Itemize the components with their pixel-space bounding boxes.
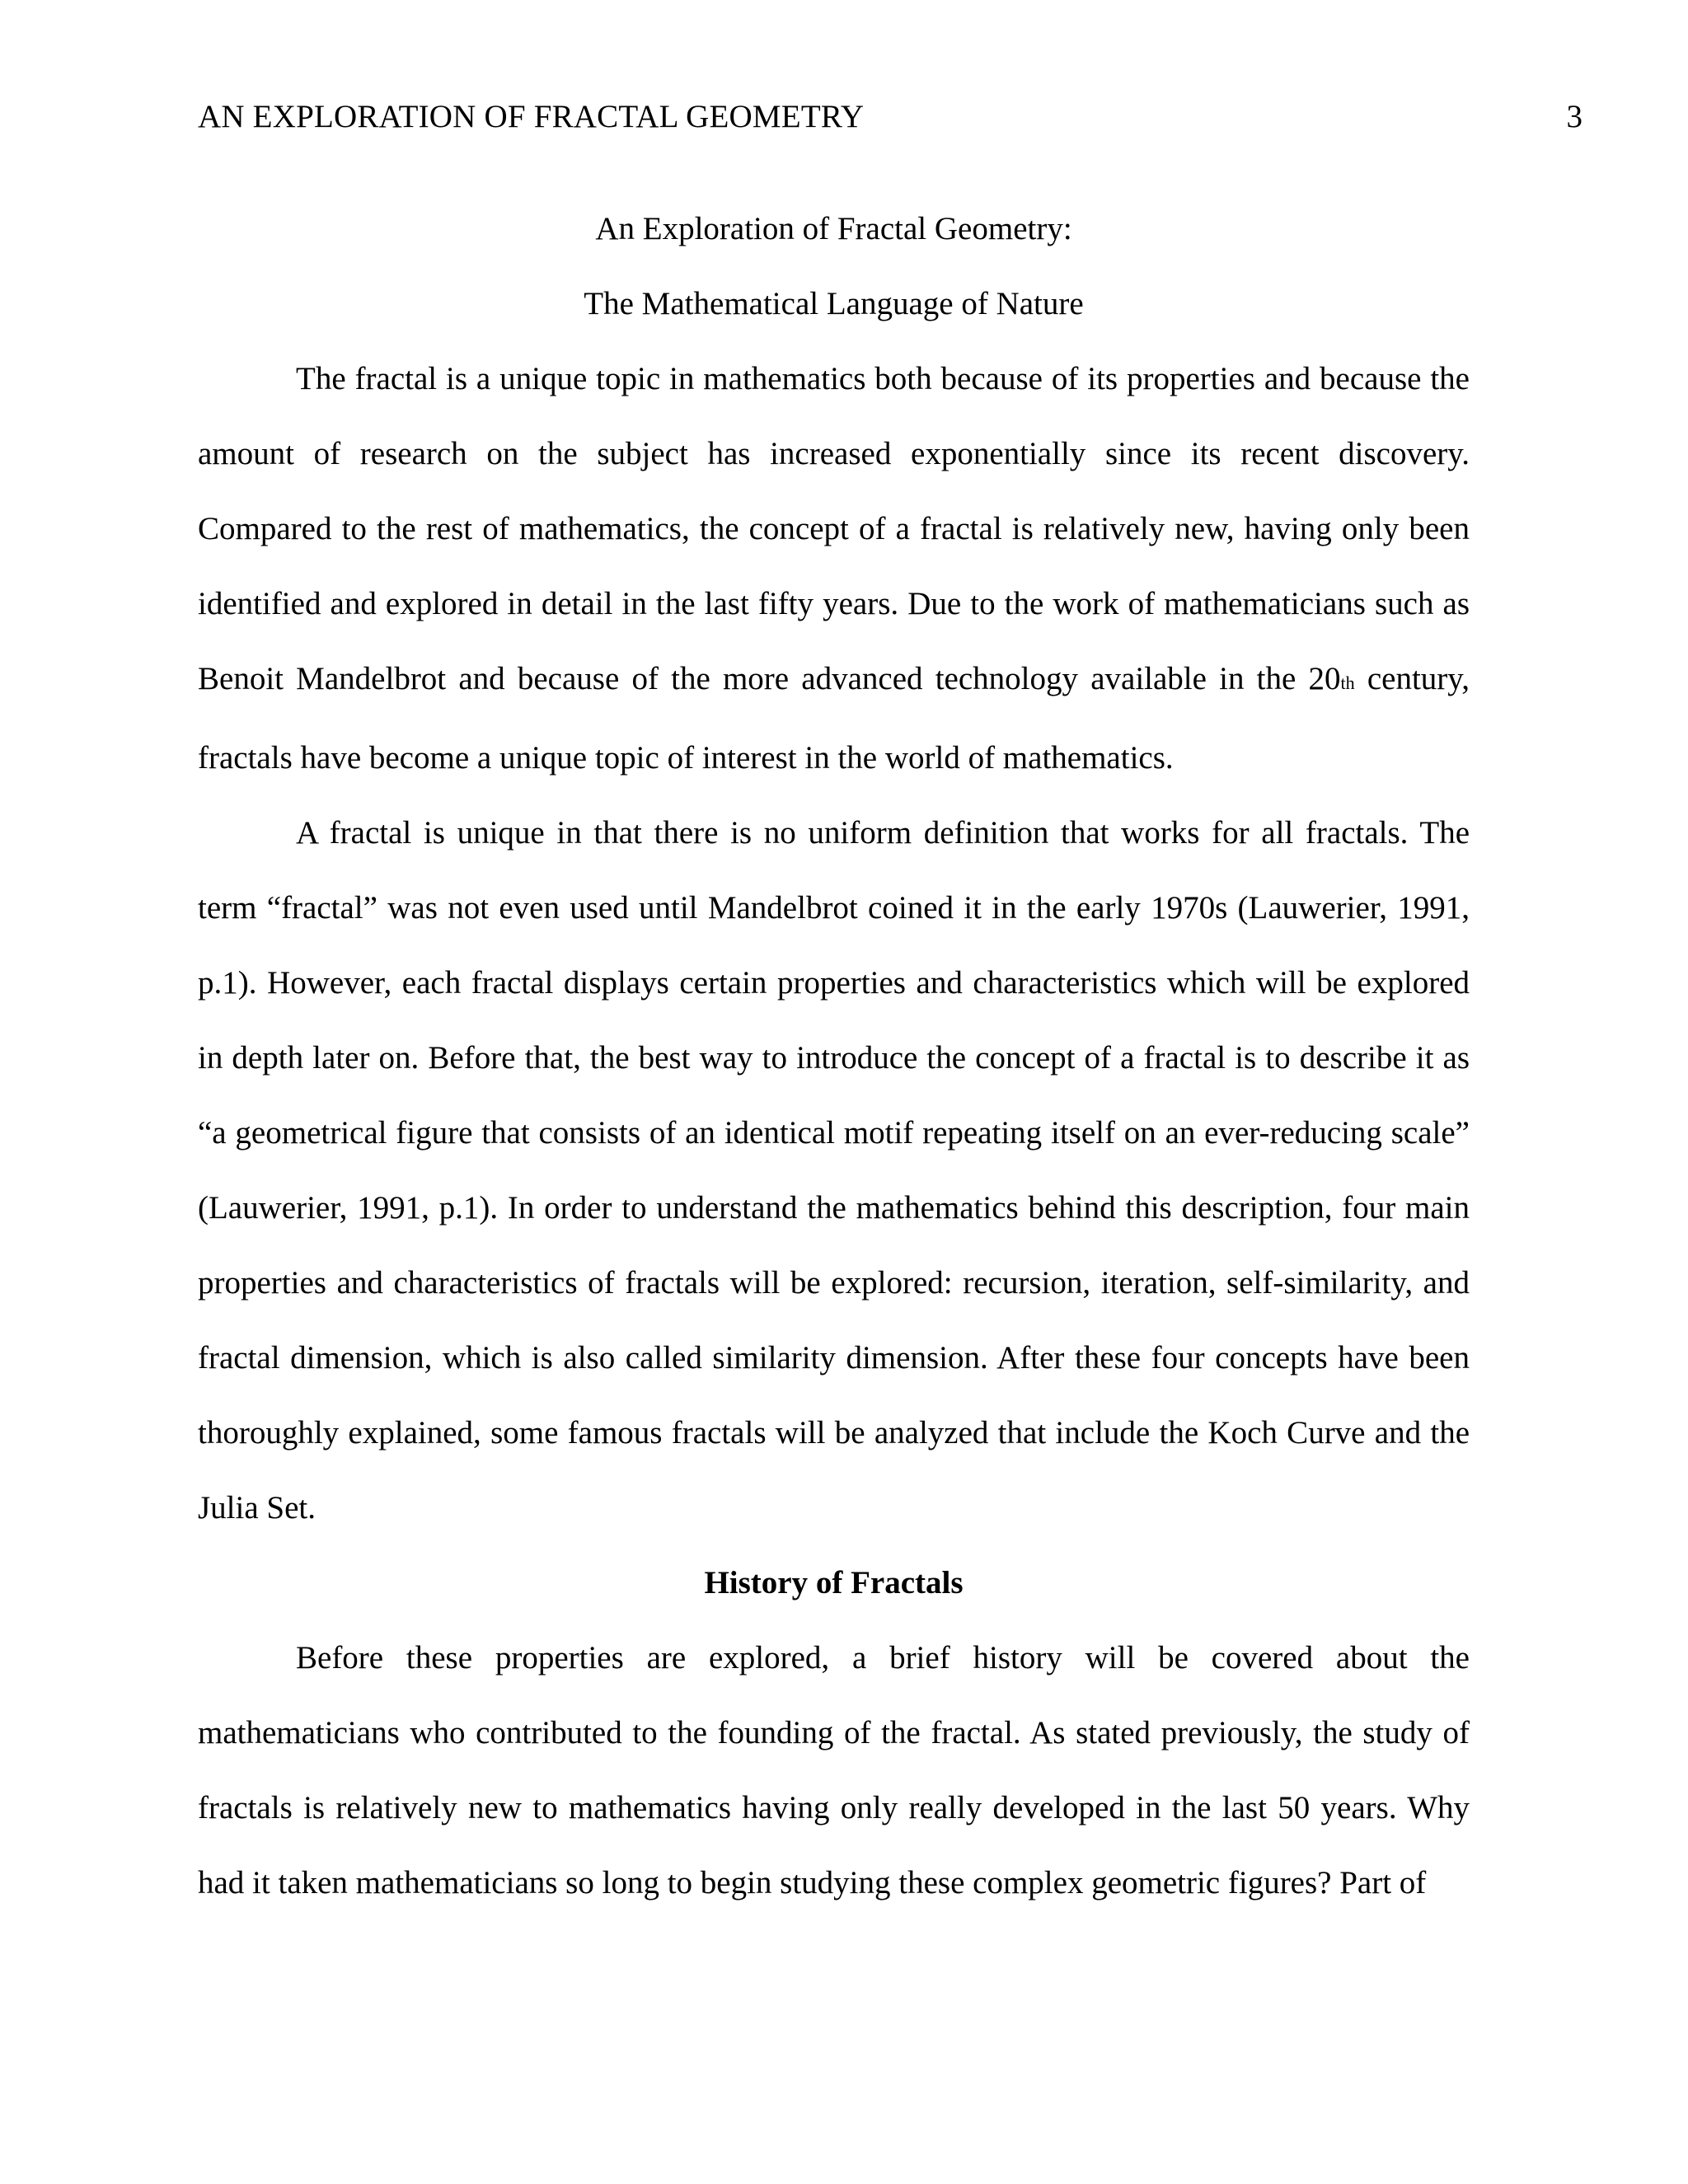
- page-number: 3: [1566, 99, 1582, 134]
- paragraph-1: [198, 341, 1470, 795]
- paragraph-1-text-a: The fractal is a unique topic in mathematics both because of its properties and because the amount of research on the subject has increased exponentially since its recent discovery. Compared to the rest of mathematics, the concept of a fractal is relatively new, having only been identified and explored in detail in the last fifty years. Due to the work of mathematicians such as Benoit Mandelbrot and because of the more advanced technology available in the 20: [198, 361, 1470, 696]
- paragraph-1-text-b: century, fractals have become a unique topic of interest in the world of mathematics.: [198, 661, 1470, 776]
- title-line-2: The Mathematical Language of Nature: [584, 286, 1084, 321]
- paragraph-3: Before these properties are explored, a brief history will be covered about the mathematicians who contributed to the founding of the fractal. As stated previously, the study of fractals is relatively new to mathematics having only really developed in the last 50 years. Why had it taken mathematicians so long to begin studying these complex geometric figures? Part of: [198, 1640, 1470, 1900]
- body-text: [198, 191, 1470, 1920]
- ordinal-suffix: th: [1340, 673, 1355, 693]
- running-head: AN EXPLORATION OF FRACTAL GEOMETRY: [198, 99, 865, 134]
- title-line-1: An Exploration of Fractal Geometry:: [595, 211, 1072, 246]
- paragraph-2: A fractal is unique in that there is no uniform definition that works for all fractals. The term “fractal” was not even used until Mandelbrot coined it in the early 1970s (Lauwerier, 1991, p.1). However, each fractal displays certain properties and characteristics which will be explored in depth later on. Before that, the best way to introduce the concept of a fractal is to describe it as “a geometrical figure that consists of an identical motif repeating itself on an ever-reducing scale” (Lauwerier, 1991, p.1). In order to understand the mathematics behind this description, four main properties and characteristics of fractals will be explored: recursion, iteration, self-similarity, and fractal dimension, which is also called similarity dimension. After these four concepts have been thoroughly explained, some famous fractals will be analyzed that include the Koch Curve and the Julia Set.: [198, 815, 1470, 1526]
- section-heading: History of Fractals: [704, 1565, 964, 1601]
